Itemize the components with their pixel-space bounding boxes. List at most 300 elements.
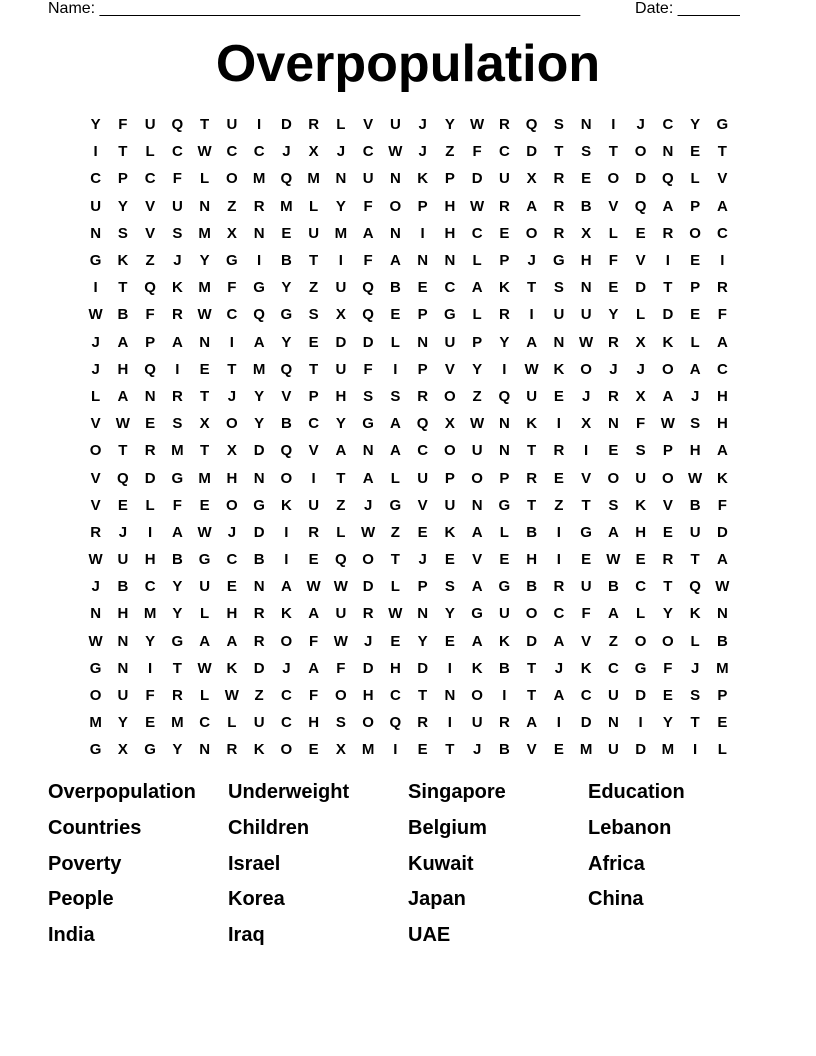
grid-row (82, 546, 736, 573)
grid-letter: J (418, 143, 427, 161)
grid-letter: L (390, 333, 400, 351)
grid-letter: A (716, 442, 728, 460)
grid-letter: C (226, 306, 238, 324)
grid-letter: E (690, 306, 701, 324)
grid-letter: T (717, 143, 727, 161)
grid-letter: E (390, 306, 401, 324)
grid-letter: Y (662, 605, 673, 623)
grid-letter: S (117, 224, 128, 242)
grid-letter: N (90, 605, 102, 623)
grid-letter: N (199, 741, 211, 759)
grid-letter: F (145, 687, 155, 705)
grid-letter: U (253, 714, 265, 732)
grid-letter: Y (172, 605, 183, 623)
grid-letter: K (117, 252, 129, 270)
grid-letter: A (662, 387, 674, 405)
grid-letter: Y (335, 197, 346, 215)
grid-row (82, 437, 736, 464)
grid-letter: I (93, 143, 98, 161)
grid-letter: E (690, 143, 701, 161)
grid-letter: O (444, 387, 456, 405)
grid-letter: U (144, 116, 156, 134)
grid-letter: P (662, 442, 673, 460)
grid-letter: C (635, 578, 647, 596)
grid-row (82, 193, 736, 220)
grid-letter: F (663, 659, 673, 677)
grid-letter: W (88, 632, 103, 650)
grid-letter: N (471, 496, 483, 514)
grid-letter: D (471, 170, 483, 188)
grid-letter: E (199, 360, 210, 378)
grid-letter: G (498, 578, 511, 596)
grid-letter: V (363, 116, 374, 134)
word-list-item: Children (228, 816, 310, 839)
grid-letter: A (389, 415, 401, 433)
grid-letter: K (498, 632, 510, 650)
grid-letter: Q (362, 279, 374, 297)
word-list-item: Underweight (228, 781, 350, 803)
grid-letter: E (717, 714, 728, 732)
grid-letter: C (580, 687, 592, 705)
grid-letter: H (335, 387, 347, 405)
grid-letter: G (89, 741, 102, 759)
grid-letter: L (145, 143, 155, 161)
grid-letter: V (717, 170, 728, 188)
grid-letter: A (471, 523, 483, 541)
grid-letter: I (175, 360, 180, 378)
grid-letter: R (553, 442, 565, 460)
word-list-item: Korea (228, 888, 285, 911)
grid-letter: S (308, 306, 319, 324)
grid-letter: T (172, 659, 182, 677)
grid-letter: D (362, 659, 374, 677)
word-list-item: China (588, 888, 644, 911)
grid-letter: H (226, 469, 238, 487)
grid-letter: P (717, 687, 728, 705)
word-list-item: Kuwait (408, 852, 474, 875)
grid-letter: Z (390, 523, 400, 541)
grid-letter: W (470, 197, 485, 215)
grid-row (82, 464, 736, 491)
grid-letter: T (309, 252, 319, 270)
grid-letter: Q (144, 360, 156, 378)
grid-letter: Q (689, 578, 701, 596)
grid-letter: H (716, 415, 728, 433)
grid-letter: P (690, 197, 701, 215)
grid-letter: C (389, 687, 401, 705)
grid-letter: E (662, 687, 673, 705)
grid-letter: A (689, 360, 701, 378)
grid-letter: O (89, 442, 102, 460)
grid-letter: O (607, 170, 620, 188)
grid-letter: K (716, 469, 728, 487)
grid-letter: I (447, 714, 452, 732)
grid-letter: T (527, 496, 537, 514)
grid-letter: J (336, 143, 346, 161)
grid-letter: Y (117, 197, 128, 215)
grid-letter: T (118, 442, 128, 460)
grid-letter: P (417, 360, 428, 378)
grid-letter: O (226, 415, 238, 433)
grid-letter: I (584, 442, 589, 460)
grid-letter: R (308, 523, 320, 541)
grid-letter: E (226, 578, 237, 596)
grid-letter: J (636, 116, 645, 134)
grid-letter: X (635, 387, 646, 405)
grid-letter: W (333, 578, 348, 596)
grid-letter: R (553, 170, 565, 188)
grid-letter: U (689, 523, 701, 541)
grid-row (82, 301, 736, 328)
grid-letter: A (389, 252, 401, 270)
grid-letter: I (311, 469, 316, 487)
grid-letter: W (470, 415, 485, 433)
grid-letter: X (581, 415, 592, 433)
grid-letter: U (171, 197, 183, 215)
grid-letter: U (444, 333, 456, 351)
grid-letter: W (606, 551, 621, 569)
grid-letter: W (470, 116, 485, 134)
grid-letter: O (362, 714, 374, 732)
grid-letter: U (526, 387, 538, 405)
grid-letter: R (417, 387, 429, 405)
grid-letter: F (717, 306, 727, 324)
grid-letter: O (634, 143, 647, 161)
grid-letter: U (417, 469, 429, 487)
grid-letter: S (335, 714, 346, 732)
grid-letter: J (91, 578, 100, 596)
grid-letter: Q (362, 306, 374, 324)
grid-letter: M (143, 605, 157, 623)
grid-letter: B (580, 197, 592, 215)
grid-letter: D (280, 116, 292, 134)
grid-letter: P (145, 333, 156, 351)
word-list-item: Japan (408, 888, 466, 911)
word-list-item: Africa (588, 852, 645, 875)
grid-letter: T (118, 143, 128, 161)
word-list-item: UAE (408, 924, 451, 947)
grid-letter: G (280, 306, 293, 324)
grid-letter: B (280, 415, 292, 433)
grid-letter: T (554, 143, 564, 161)
grid-letter: J (363, 496, 373, 514)
grid-letter: G (89, 252, 102, 270)
grid-letter: Q (280, 360, 293, 378)
grid-letter: U (444, 496, 456, 514)
grid-letter: Y (281, 279, 292, 297)
grid-letter: R (498, 714, 510, 732)
grid-letter: X (335, 306, 346, 324)
grid-letter: Z (445, 143, 455, 161)
grid-letter: M (171, 442, 184, 460)
grid-letter: N (553, 333, 565, 351)
grid-letter: R (253, 197, 265, 215)
grid-letter: Y (254, 387, 265, 405)
grid-letter: F (227, 279, 237, 297)
grid-letter: D (253, 659, 265, 677)
grid-letter: P (117, 170, 128, 188)
grid-letter: F (145, 306, 155, 324)
grid-letter: O (471, 687, 483, 705)
grid-letter: T (418, 687, 428, 705)
grid-letter: N (199, 197, 211, 215)
grid-letter: W (660, 415, 675, 433)
grid-letter: P (444, 469, 455, 487)
grid-letter: O (335, 687, 347, 705)
grid-letter: E (444, 632, 455, 650)
grid-letter: R (417, 714, 429, 732)
grid-letter: A (662, 197, 674, 215)
grid-letter: I (556, 714, 561, 732)
grid-letter: U (335, 279, 347, 297)
grid-letter: A (716, 551, 728, 569)
grid-letter: I (720, 252, 725, 270)
grid-letter: V (90, 415, 101, 433)
grid-letter: N (253, 578, 265, 596)
grid-letter: J (581, 387, 591, 405)
grid-row (82, 655, 736, 682)
grid-letter: T (690, 714, 700, 732)
grid-letter: R (553, 224, 565, 242)
grid-letter: D (635, 170, 647, 188)
grid-row (82, 709, 736, 736)
grid-letter: F (309, 687, 319, 705)
grid-letter: I (556, 551, 561, 569)
grid-letter: N (144, 387, 156, 405)
grid-letter: M (334, 224, 348, 242)
grid-letter: I (257, 252, 262, 270)
grid-letter: S (553, 279, 564, 297)
grid-letter: Y (608, 306, 619, 324)
grid-letter: W (306, 578, 321, 596)
grid-letter: H (716, 387, 728, 405)
grid-letter: G (634, 659, 647, 677)
grid-letter: Q (416, 415, 429, 433)
grid-letter: V (581, 469, 592, 487)
grid-letter: N (417, 333, 429, 351)
grid-letter: F (172, 170, 182, 188)
grid-letter: A (389, 442, 401, 460)
grid-letter: L (690, 170, 700, 188)
grid-letter: O (89, 687, 102, 705)
grid-letter: E (145, 415, 156, 433)
grid-letter: R (253, 605, 265, 623)
grid-letter: C (90, 170, 102, 188)
grid-letter: B (498, 741, 510, 759)
grid-letter: U (117, 687, 129, 705)
grid-letter: H (444, 197, 456, 215)
header-row (48, 0, 740, 22)
grid-letter: D (417, 659, 429, 677)
grid-letter: S (690, 415, 701, 433)
grid-letter: B (607, 578, 619, 596)
grid-letter: V (281, 387, 292, 405)
word-list-item: Lebanon (588, 816, 672, 839)
grid-letter: W (197, 143, 212, 161)
grid-letter: M (89, 714, 102, 732)
grid-letter: H (580, 252, 592, 270)
word-list-item: Belgium (408, 816, 487, 839)
word-list-item: Countries (48, 816, 142, 839)
grid-letter: I (529, 306, 534, 324)
grid-letter: G (362, 415, 374, 433)
grid-row (82, 329, 736, 356)
grid-letter: A (526, 333, 538, 351)
grid-letter: G (89, 659, 102, 677)
grid-letter: C (280, 687, 292, 705)
grid-letter: D (662, 306, 674, 324)
grid-letter: E (417, 279, 428, 297)
grid-letter: U (308, 224, 320, 242)
grid-row (82, 111, 736, 138)
grid-row (82, 682, 736, 709)
grid-letter: E (308, 741, 319, 759)
grid-letter: Q (117, 469, 129, 487)
grid-letter: J (472, 741, 482, 759)
grid-letter: X (526, 170, 537, 188)
grid-letter: T (200, 387, 210, 405)
grid-row (82, 220, 736, 247)
grid-letter: C (253, 143, 265, 161)
grid-row (82, 410, 736, 437)
grid-letter: I (665, 252, 670, 270)
grid-row (82, 573, 736, 600)
grid-letter: F (336, 659, 346, 677)
grid-letter: K (580, 659, 592, 677)
grid-letter: F (608, 252, 618, 270)
grid-letter: Q (280, 442, 293, 460)
grid-letter: G (444, 306, 456, 324)
grid-letter: T (200, 442, 210, 460)
grid-letter: F (118, 116, 128, 134)
grid-letter: Q (525, 116, 538, 134)
grid-letter: E (390, 632, 401, 650)
grid-letter: T (527, 687, 537, 705)
word-list-item: India (48, 924, 95, 947)
grid-letter: A (526, 714, 538, 732)
grid-letter: O (525, 605, 538, 623)
grid-letter: U (580, 306, 592, 324)
grid-letter: E (553, 469, 564, 487)
grid-letter: U (635, 469, 647, 487)
grid-letter: C (280, 714, 292, 732)
grid-letter: N (580, 279, 592, 297)
grid-letter: I (93, 279, 98, 297)
grid-letter: E (444, 551, 455, 569)
grid-letter: M (361, 741, 375, 759)
grid-letter: T (336, 469, 346, 487)
grid-letter: O (580, 360, 592, 378)
grid-letter: H (389, 659, 401, 677)
grid-letter: Y (199, 252, 210, 270)
grid-letter: Q (498, 387, 511, 405)
grid-letter: Q (634, 197, 647, 215)
grid-letter: W (388, 143, 403, 161)
grid-letter: B (716, 632, 728, 650)
grid-letter: J (418, 116, 427, 134)
grid-letter: N (253, 224, 265, 242)
grid-letter: O (471, 469, 483, 487)
word-list-item: Overpopulation (48, 781, 196, 803)
grid-letter: A (171, 523, 183, 541)
grid-letter: Q (144, 279, 156, 297)
grid-letter: L (390, 578, 400, 596)
grid-letter: R (716, 279, 728, 297)
grid-letter: Y (172, 741, 183, 759)
grid-letter: A (117, 387, 129, 405)
grid-letter: R (553, 197, 565, 215)
grid-letter: C (471, 224, 483, 242)
grid-letter: Y (499, 333, 510, 351)
grid-letter: P (499, 252, 510, 270)
grid-letter: O (444, 442, 456, 460)
grid-letter: E (553, 741, 564, 759)
grid-letter: X (444, 415, 455, 433)
grid-letter: L (472, 306, 482, 324)
grid-letter: D (144, 469, 156, 487)
grid-letter: L (200, 687, 210, 705)
grid-letter: J (91, 360, 100, 378)
grid-letter: S (553, 116, 564, 134)
grid-letter: K (689, 605, 701, 623)
grid-letter: C (662, 116, 674, 134)
grid-letter: K (226, 659, 238, 677)
grid-letter: L (336, 523, 346, 541)
grid-letter: H (226, 605, 238, 623)
grid-letter: E (145, 714, 156, 732)
grid-letter: M (252, 360, 266, 378)
grid-letter: T (581, 496, 591, 514)
grid-letter: N (498, 442, 510, 460)
grid-row (82, 628, 736, 655)
grid-letter: J (527, 252, 536, 270)
grid-row (82, 519, 736, 546)
grid-letter: T (663, 578, 673, 596)
grid-letter: Q (389, 714, 402, 732)
grid-letter: I (338, 252, 343, 270)
grid-letter: L (200, 605, 210, 623)
grid-letter: J (227, 387, 237, 405)
grid-letter: Y (281, 333, 292, 351)
grid-letter: I (611, 116, 616, 134)
grid-letter: E (308, 333, 319, 351)
grid-letter: F (309, 632, 319, 650)
grid-letter: J (282, 143, 291, 161)
grid-letter: E (308, 551, 319, 569)
grid-letter: L (636, 605, 646, 623)
grid-letter: E (117, 496, 128, 514)
grid-letter: A (553, 687, 565, 705)
grid-letter: V (581, 632, 592, 650)
grid-letter: A (471, 279, 483, 297)
grid-letter: N (417, 252, 429, 270)
grid-letter: T (118, 279, 128, 297)
grid-letter: O (525, 224, 538, 242)
grid-letter: D (716, 523, 728, 541)
grid-letter: T (690, 551, 700, 569)
grid-letter: M (252, 170, 266, 188)
grid-letter: B (689, 496, 701, 514)
grid-letter: C (607, 659, 619, 677)
grid-letter: O (662, 632, 674, 650)
grid-letter: X (226, 224, 237, 242)
grid-letter: H (144, 551, 156, 569)
grid-letter: I (284, 523, 289, 541)
grid-letter: T (663, 279, 673, 297)
grid-letter: L (145, 496, 155, 514)
grid-letter: A (526, 197, 538, 215)
grid-letter: S (363, 387, 374, 405)
